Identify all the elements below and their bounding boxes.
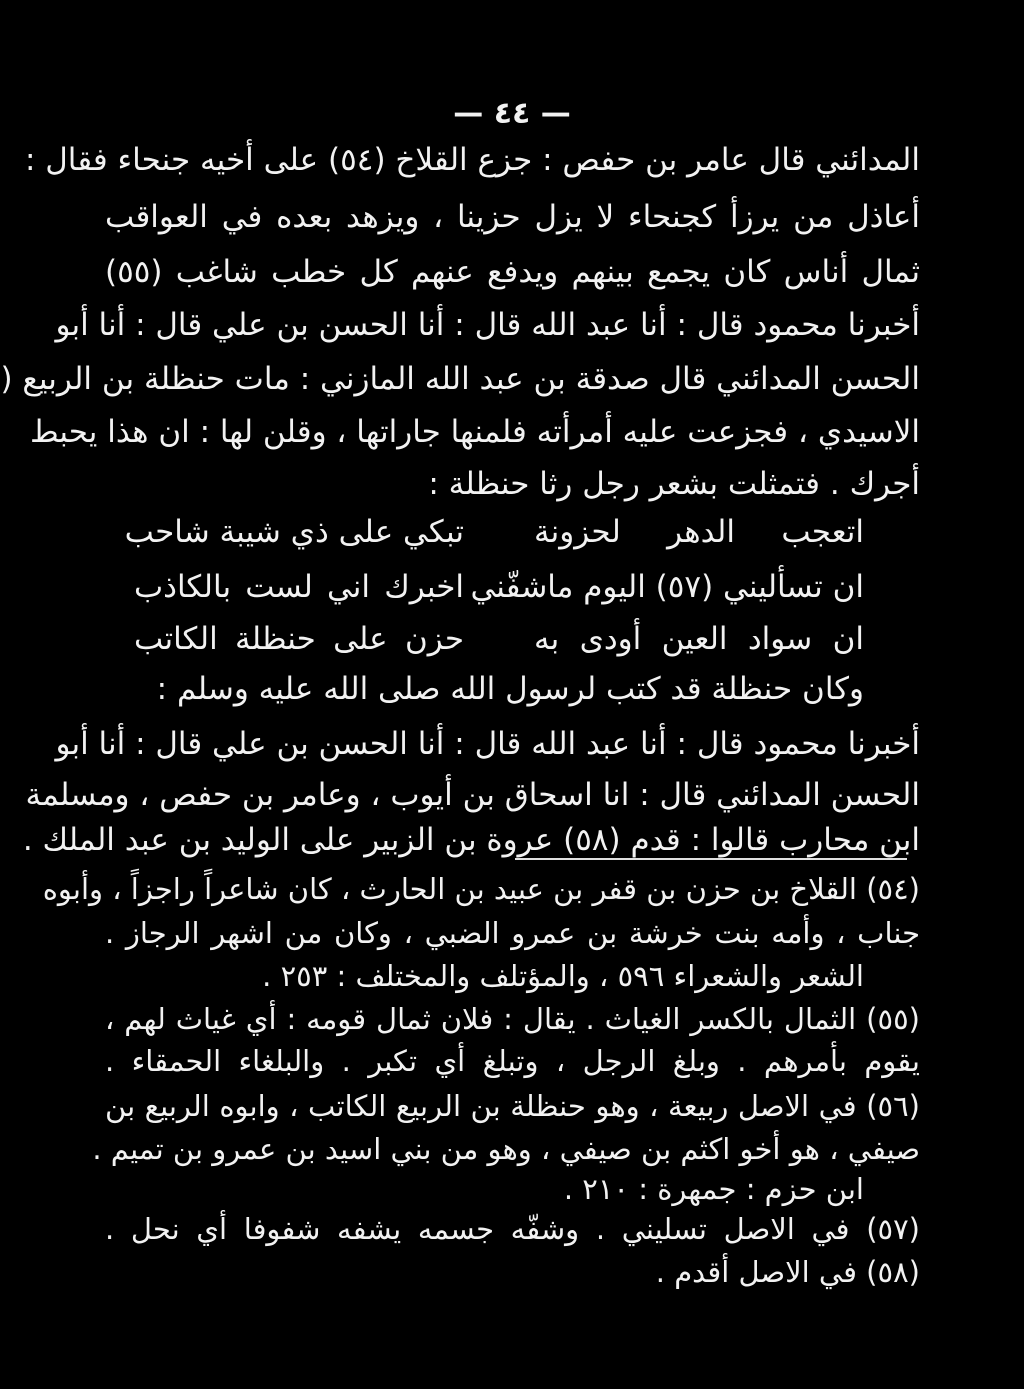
footnote-divider bbox=[515, 858, 907, 860]
verse-first-hemistich: اتعجب الدهر لحزونة bbox=[534, 514, 864, 550]
footnote-line: جناب ، وأمه بنت خرشة بن عمرو الضبي ، وكان من اشهر الرجاز . bbox=[105, 916, 920, 950]
footnote-line: ابن حزم : جمهرة : ٢١٠ . bbox=[563, 1172, 864, 1206]
verse-line bbox=[124, 565, 864, 609]
body-line: أجرك . فتمثلت بشعر رجل رثا حنظلة : bbox=[428, 466, 920, 502]
verse-first-hemistich: ان سواد العين أودى به bbox=[534, 621, 864, 657]
verse-line bbox=[124, 617, 864, 661]
body-line: الحسن المدائني قال صدقة بن عبد الله المازني : مات حنظلة بن الربيع ( bbox=[0, 361, 920, 397]
footnote-line: صيفي ، هو أخو اكثم بن صيفي ، وهو من بني اسيد بن عمرو بن تميم . bbox=[92, 1132, 920, 1166]
body-line: المدائني قال عامر بن حفص : جزع القلاخ (٥٤) على أخيه جنحاء فقال : bbox=[24, 142, 920, 178]
body-line: وكان حنظلة قد كتب لرسول الله صلى الله عليه وسلم : bbox=[156, 671, 864, 707]
footnote-line: الشعر والشعراء ٥٩٦ ، والمؤتلف والمختلف : ٢٥٣ . bbox=[262, 959, 864, 993]
verse-second-hemistich: حزن على حنظلة الكاتب bbox=[134, 621, 464, 657]
body-line: أعاذل من يرزأ كجنحاء لا يزل حزينا ، ويزهد بعده في العواقب bbox=[105, 199, 920, 235]
body-line: أخبرنا محمود قال : أنا عبد الله قال : أنا الحسن بن علي قال : أنا أبو bbox=[55, 726, 920, 762]
footnote-line: (٥٦) في الاصل ربيعة ، وهو حنظلة بن الربيع الكاتب ، وابوه الربيع بن bbox=[105, 1089, 920, 1123]
verse-second-hemistich: اخبرك اني لست بالكاذب bbox=[134, 569, 464, 605]
footnote-line: (٥٨) في الاصل أقدم . bbox=[655, 1255, 920, 1289]
body-line: ثمال أناس كان يجمع بينهم ويدفع عنهم كل خطب شاغب (٥٥) bbox=[105, 254, 920, 290]
body-line: الاسيدي ، فجزعت عليه أمرأته فلمنها جاراتها ، وقلن لها : ان هذا يحبط bbox=[29, 414, 920, 450]
footnote-line: (٥٧) في الاصل تسليني . وشفّه جسمه يشفه شفوفا أي نحل . bbox=[105, 1212, 920, 1246]
verse-first-hemistich: ان تسأليني (٥٧) اليوم ماشفّني bbox=[470, 569, 864, 605]
footnote-line: (٥٥) الثمال بالكسر الغياث . يقال : فلان ثمال قومه : أي غياث لهم ، bbox=[105, 1002, 920, 1036]
body-line: أخبرنا محمود قال : أنا عبد الله قال : أنا الحسن بن علي قال : أنا أبو bbox=[55, 307, 920, 343]
body-line: ابن محارب قالوا : قدم (٥٨) عروة بن الزبير على الوليد بن عبد الملك . bbox=[22, 822, 920, 858]
body-line: الحسن المدائني قال : انا اسحاق بن أيوب ، وعامر بن حفص ، ومسلمة bbox=[25, 777, 920, 813]
footnote-line: (٥٤) القلاخ بن حزن بن قفر بن عبيد بن الحارث ، كان شاعراً راجزاً ، وأبوه bbox=[42, 872, 920, 906]
footnote-line: يقوم بأمرهم . وبلغ الرجل ، وتبلغ أي تكبر . والبلغاء الحمقاء . bbox=[105, 1044, 920, 1078]
verse-second-hemistich: تبكي على ذي شيبة شاحب bbox=[124, 514, 464, 550]
page-number: — ٤٤ — bbox=[453, 96, 571, 131]
verse-line bbox=[124, 510, 864, 554]
